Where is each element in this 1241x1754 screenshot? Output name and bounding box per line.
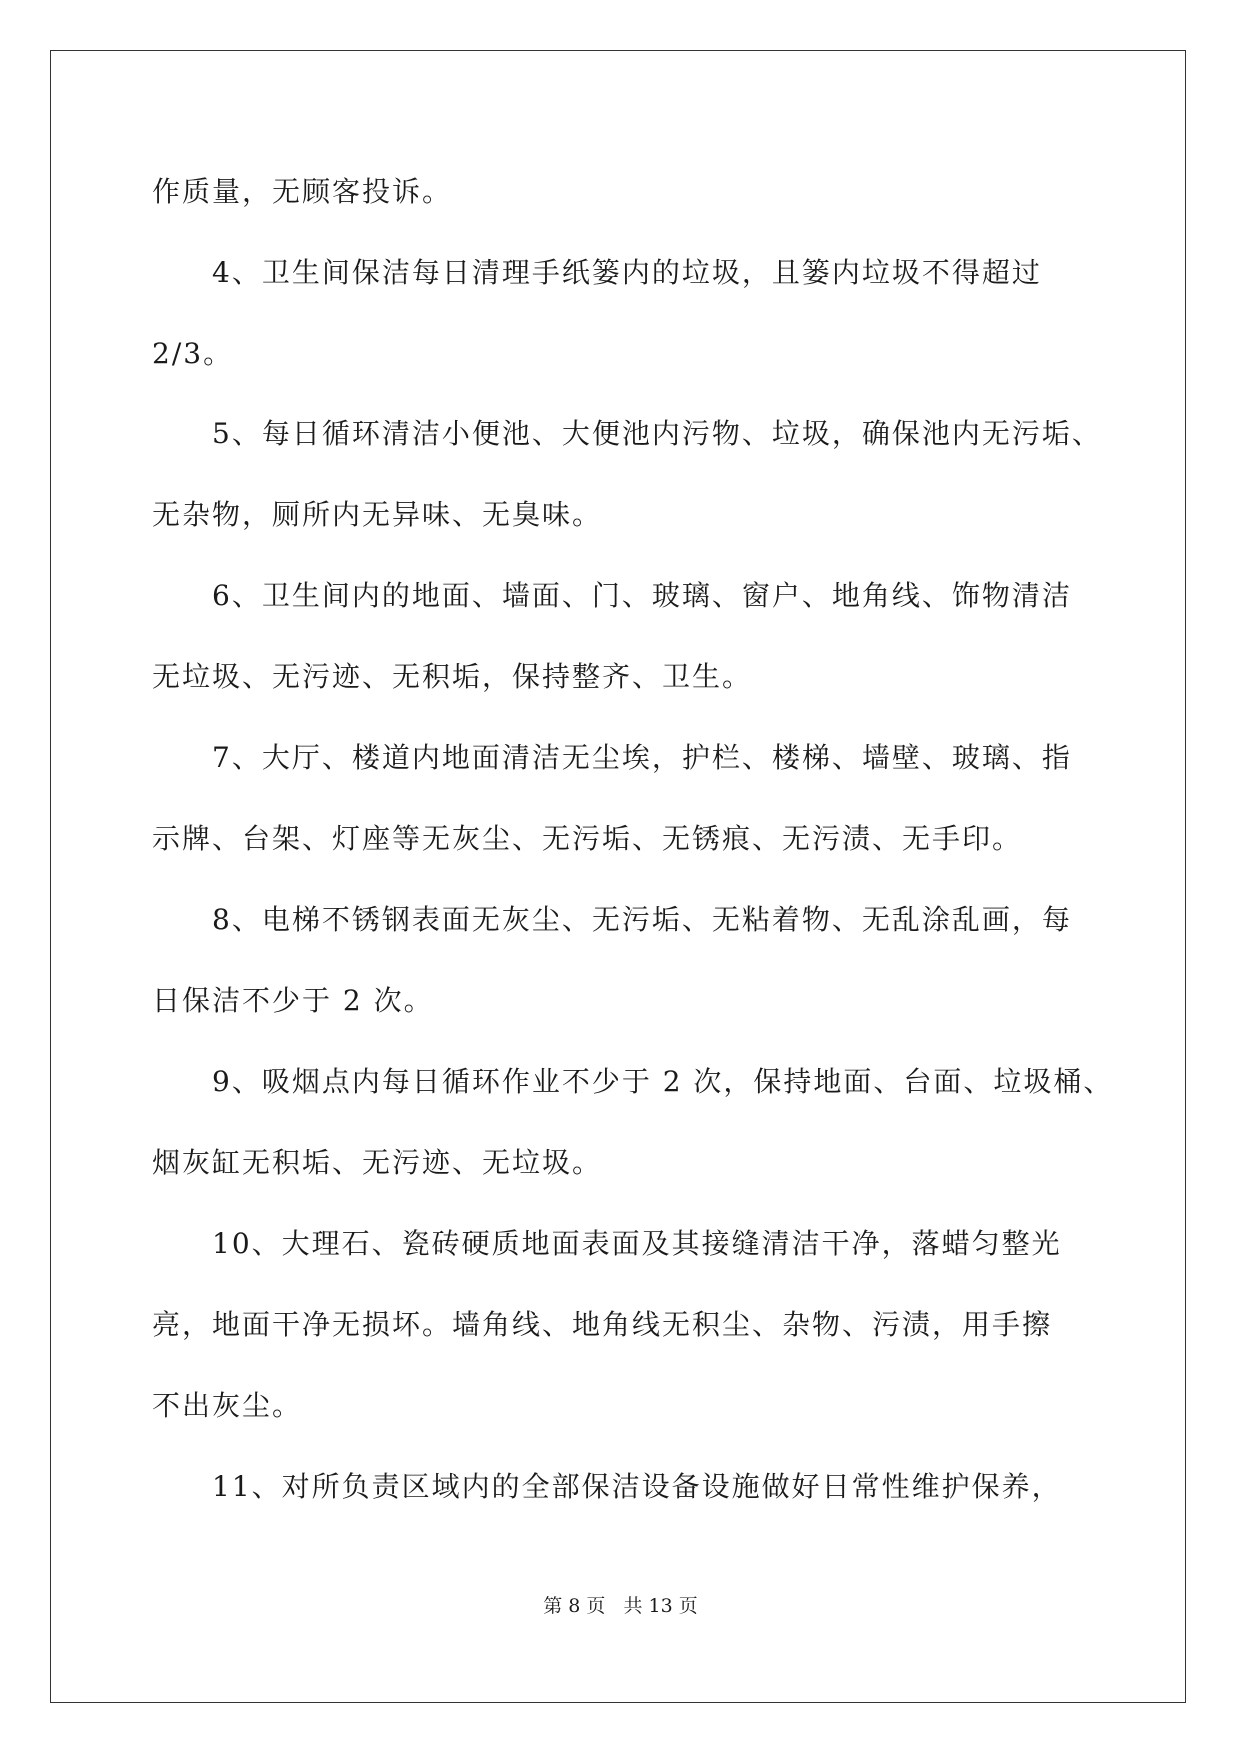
text-line: 亮，地面干净无损坏。墙角线、地角线无积尘、杂物、污渍，用手擦	[152, 1308, 1053, 1341]
text-line: 2/3。	[152, 337, 234, 370]
text-line: 9、吸烟点内每日循环作业不少于 2 次，保持地面、台面、垃圾桶、	[212, 1065, 1114, 1098]
page-footer	[0, 1594, 1241, 1618]
text-line: 7、大厅、楼道内地面清洁无尘埃，护栏、楼梯、墙壁、玻璃、指	[212, 741, 1072, 774]
page-total: 共 13 页	[623, 1595, 698, 1617]
text-line: 无杂物，厕所内无异味、无臭味。	[152, 498, 603, 531]
text-line: 4、卫生间保洁每日清理手纸篓内的垃圾，且篓内垃圾不得超过	[212, 256, 1042, 289]
text-line: 烟灰缸无积垢、无污迹、无垃圾。	[152, 1146, 603, 1179]
text-line: 不出灰尘。	[152, 1389, 303, 1422]
text-line: 5、每日循环清洁小便池、大便池内污物、垃圾，确保池内无污垢、	[212, 417, 1102, 450]
text-line: 6、卫生间内的地面、墙面、门、玻璃、窗户、地角线、饰物清洁	[212, 579, 1072, 612]
text-line: 10、大理石、瓷砖硬质地面表面及其接缝清洁干净，落蜡匀整光	[212, 1227, 1062, 1260]
text-line: 无垃圾、无污迹、无积垢，保持整齐、卫生。	[152, 660, 753, 693]
page-border	[50, 50, 1186, 1703]
text-line: 示牌、台架、灯座等无灰尘、无污垢、无锈痕、无污渍、无手印。	[152, 822, 1023, 855]
page-number: 第 8 页	[543, 1595, 606, 1617]
text-line: 11、对所负责区域内的全部保洁设备设施做好日常性维护保养，	[212, 1470, 1062, 1503]
text-line: 8、电梯不锈钢表面无灰尘、无污垢、无粘着物、无乱涂乱画，每	[212, 903, 1072, 936]
text-line: 日保洁不少于 2 次。	[152, 984, 434, 1017]
text-line: 作质量，无顾客投诉。	[152, 175, 453, 208]
